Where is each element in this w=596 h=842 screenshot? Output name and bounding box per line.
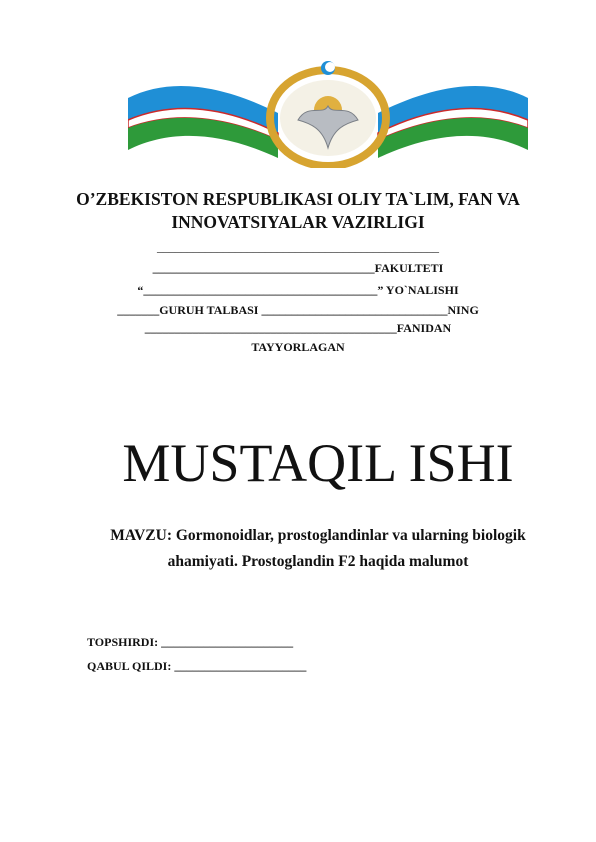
topic-line1: MAVZU: Gormonoidlar, prostoglandinlar va ularning biologik xyxy=(110,527,526,544)
blank-line: _______________________________________________ xyxy=(157,240,439,254)
topic-block xyxy=(70,523,566,575)
document-title: MUSTAQIL ISHI xyxy=(122,433,514,493)
state-emblem-icon xyxy=(128,58,528,168)
ministry-title-line1: O’ZBEKISTON RESPUBLIKASI OLIY TA`LIM, FAN VA xyxy=(76,189,520,209)
submitted-line: TOPSHIRDI: ______________________ xyxy=(87,635,294,649)
topic-line2: ahamiyati. Prostoglandin F2 haqida malumot xyxy=(167,553,469,570)
accepted-line: QABUL QILDI: ______________________ xyxy=(87,659,307,673)
ministry-title-line2: INNOVATSIYALAR VAZIRLIGI xyxy=(171,212,425,232)
direction-line: “_______________________________________” YO`NALISHI xyxy=(137,283,459,297)
faculty-line: _____________________________________FAKULTETI xyxy=(152,261,444,275)
prepared-label: TAYYORLAGAN xyxy=(251,340,345,354)
subject-line: __________________________________________FANIDAN xyxy=(144,321,452,335)
group-line: _______GURUH TALBASI _______________________________NING xyxy=(117,303,479,317)
